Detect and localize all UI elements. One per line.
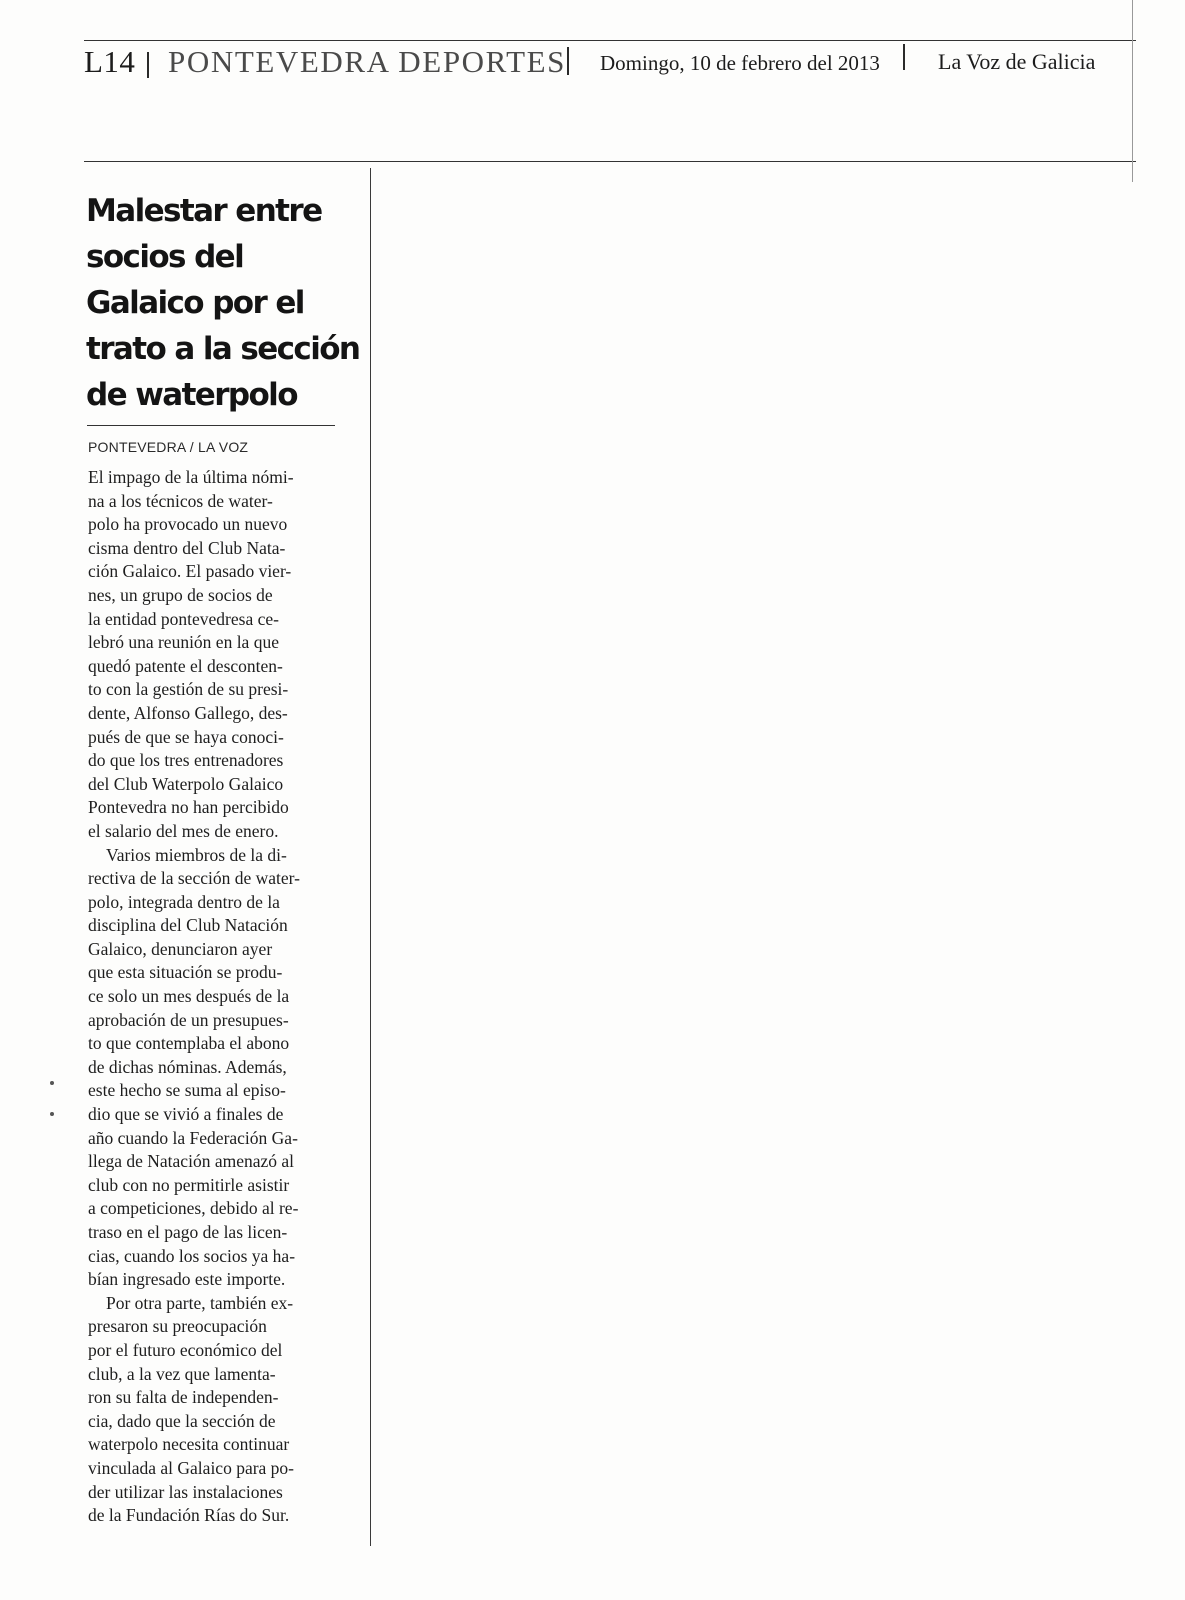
body-line: to que contemplaba el abono: [88, 1033, 290, 1054]
body-line: bían ingresado este importe.: [88, 1269, 286, 1290]
body-line: disciplina del Club Natación: [88, 915, 288, 936]
headline-line: Malestar entre: [86, 193, 322, 229]
headline-line: socios del: [86, 239, 244, 275]
article-body: [88, 466, 353, 1528]
body-line: ción Galaico. El pasado vier-: [88, 561, 292, 582]
body-line: lebró una reunión en la que: [88, 632, 279, 653]
headline-line: trato a la sección: [86, 331, 360, 367]
section-title: PONTEVEDRA DEPORTES: [168, 44, 566, 79]
body-line: ce solo un mes después de la: [88, 986, 290, 1007]
headline-line: de waterpolo: [86, 377, 297, 413]
body-line: do que los tres entrenadores: [88, 750, 284, 771]
body-line: rectiva de la sección de water-: [88, 868, 300, 889]
body-line: vinculada al Galaico para po-: [88, 1457, 295, 1478]
body-line: aprobación de un presupues-: [88, 1009, 289, 1030]
body-line: Pontevedra no han percibido: [88, 797, 289, 818]
header-bottom-rule: [84, 161, 1136, 162]
body-line: na a los técnicos de water-: [88, 490, 273, 511]
body-line: dente, Alfonso Gallego, des-: [88, 702, 288, 723]
byline-rule: [87, 425, 335, 426]
body-line: que esta situación se produ-: [88, 962, 283, 983]
body-line: cias, cuando los socios ya ha-: [88, 1245, 296, 1266]
byline: PONTEVEDRA / LA VOZ: [88, 439, 249, 455]
newspaper-name: La Voz de Galicia: [938, 49, 1096, 74]
body-line: Galaico, denunciaron ayer: [88, 938, 273, 959]
body-line: cia, dado que la sección de: [88, 1410, 276, 1431]
body-line: este hecho se suma al episo-: [88, 1080, 286, 1101]
body-line: ron su falta de independen-: [88, 1387, 279, 1408]
body-line: dio que se vivió a finales de: [88, 1104, 284, 1125]
body-line: año cuando la Federación Ga-: [88, 1127, 298, 1148]
body-line: la entidad pontevedresa ce-: [88, 608, 279, 629]
page-number: L14: [84, 44, 136, 79]
column-divider: [370, 168, 371, 1546]
body-line: waterpolo necesita continuar: [88, 1434, 290, 1455]
body-line: por el futuro económico del: [88, 1339, 283, 1360]
issue-date: Domingo, 10 de febrero del 2013: [600, 51, 880, 75]
page-edge-line: [1132, 0, 1133, 182]
body-line: presaron su preocupación: [88, 1316, 267, 1337]
body-line: club, a la vez que lamenta-: [88, 1363, 276, 1384]
body-line: Por otra parte, también ex-: [106, 1292, 294, 1313]
body-line: nes, un grupo de socios de: [88, 584, 273, 605]
scan-speck: [50, 1081, 54, 1085]
body-line: del Club Waterpolo Galaico: [88, 773, 284, 794]
body-line: el salario del mes de enero.: [88, 820, 279, 841]
body-line: pués de que se haya conoci-: [88, 726, 284, 747]
body-line: cisma dentro del Club Nata-: [88, 537, 286, 558]
body-line: de dichas nóminas. Además,: [88, 1056, 287, 1077]
header-separator: [903, 44, 905, 70]
body-line: to con la gestión de su presi-: [88, 679, 289, 700]
body-line: de la Fundación Rías do Sur.: [88, 1505, 290, 1526]
headline-line: Galaico por el: [86, 285, 304, 321]
body-line: polo ha provocado un nuevo: [88, 514, 288, 535]
body-line: El impago de la última nómi-: [88, 467, 294, 487]
body-line: der utilizar las instalaciones: [88, 1481, 283, 1502]
body-line: quedó patente el desconten-: [88, 655, 283, 676]
body-line: polo, integrada dentro de la: [88, 891, 280, 912]
article-headline: [86, 188, 360, 418]
header-separator: [567, 47, 569, 75]
top-rule: [84, 40, 1136, 41]
body-line: traso en el pago de las licen-: [88, 1222, 288, 1242]
body-line: a competiciones, debido al re-: [88, 1198, 299, 1219]
body-line: club con no permitirle asistir: [88, 1174, 290, 1195]
body-line: Varios miembros de la di-: [106, 844, 287, 865]
scan-speck: [50, 1112, 54, 1116]
body-line: llega de Natación amenazó al: [88, 1151, 295, 1172]
header-separator: [147, 52, 149, 78]
